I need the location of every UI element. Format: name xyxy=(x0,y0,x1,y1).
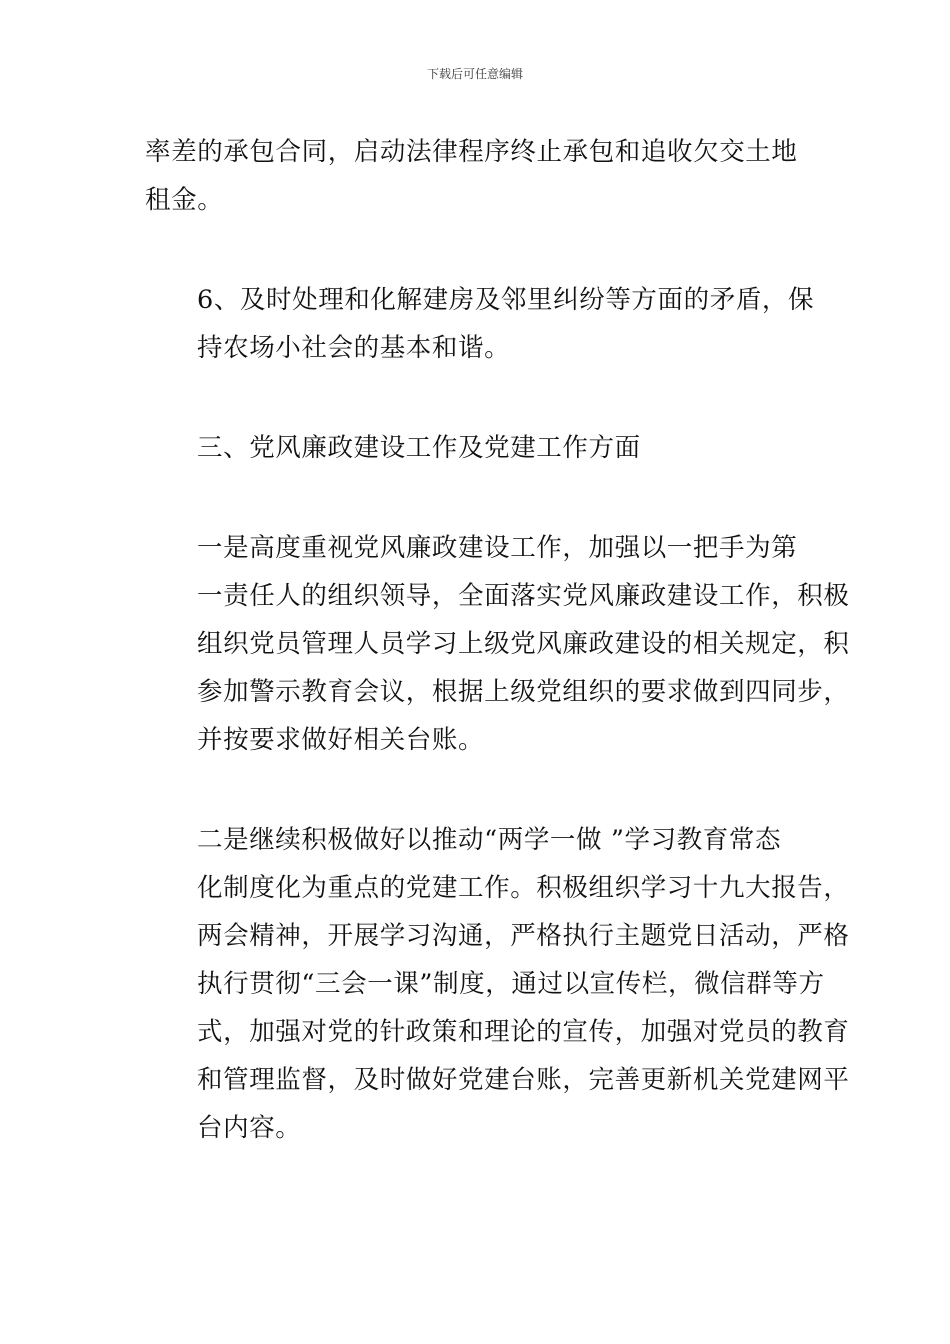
paragraph-4 xyxy=(145,524,850,764)
paragraph-line: 参加警示教育会议，根据上级党组织的要求做到四同步， xyxy=(197,677,850,707)
paragraph-line: 一责任人的组织领导，全面落实党风廉政建设工作，积极 xyxy=(197,581,850,611)
paragraph-line: 和管理监督，及时做好党建台账，完善更新机关党建网平 xyxy=(197,1065,850,1095)
paragraph-line: 式，加强对党的针政策和理论的宣传，加强对党员的教育 xyxy=(197,1017,850,1047)
paragraph-line: 一是高度重视党风廉政建设工作，加强以一把手为第 xyxy=(197,533,798,563)
paragraph-line: 租金。 xyxy=(145,185,224,215)
paragraph-5 xyxy=(145,816,850,1152)
paragraph-line: 并按要求做好相关台账。 xyxy=(197,725,485,755)
paragraph-line: 两会精神，开展学习沟通，严格执行主题党日活动，严格 xyxy=(197,921,850,951)
paragraph-line: 台内容。 xyxy=(197,1113,302,1143)
paragraph-line: 率差的承包合同，启动法律程序终止承包和追收欠交土地 xyxy=(145,137,798,167)
paragraph-1 xyxy=(145,128,809,224)
document-body xyxy=(145,128,850,1204)
paragraph-line: 执行贯彻“三会一课”制度，通过以宣传栏，微信群等方 xyxy=(197,969,825,999)
paragraph-line: 二是继续积极做好以推动“两学一做 ”学习教育常态 xyxy=(197,825,782,855)
heading-line: 三、党风廉政建设工作及党建工作方面 xyxy=(197,433,641,463)
section-heading xyxy=(145,424,809,472)
paragraph-line: 组织党员管理人员学习上级党风廉政建设的相关规定，积 xyxy=(197,629,850,659)
paragraph-line: 化制度化为重点的党建工作。积极组织学习十九大报告， xyxy=(197,873,850,903)
page-header: 下载后可任意编辑 xyxy=(426,67,523,81)
paragraph-2 xyxy=(145,276,815,372)
paragraph-line: 6、及时处理和化解建房及邻里纠纷等方面的矛盾，保 xyxy=(197,285,815,315)
paragraph-line: 持农场小社会的基本和谐。 xyxy=(197,333,511,363)
